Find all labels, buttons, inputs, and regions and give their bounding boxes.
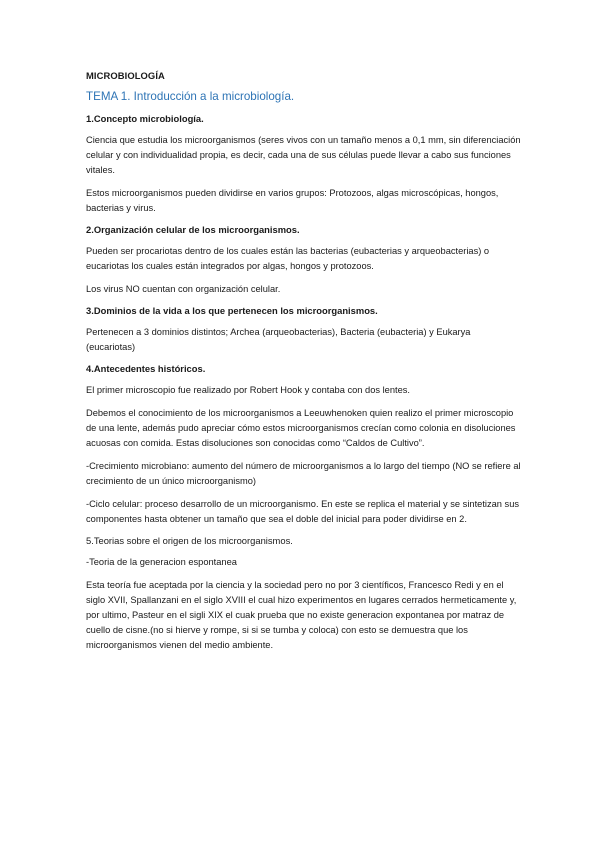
paragraph-concept: Ciencia que estudia los microorganismos (seres vivos con un tamaño menos a 0,1 mm, sin diferenciación celular y con individualidad propia, es decir, cada una de sus células puede llevar a cabo sus funciones vitales. (86, 135, 521, 175)
paragraph-leeuwenhoek: Debemos el conocimiento de los microorganismos a Leeuwhenoken quien realizo el primer microscopio de una lente, además pudo apreciar cómo estos microorganismos crecían como colonia en disoluciones acuosas con comida. Estas disoluciones son conocidas como “Caldos de Cultivo”. (86, 408, 516, 448)
section-heading-5: 5.Teorias sobre el origen de los microorganismos. (86, 535, 293, 546)
paragraph-growth: -Crecimiento microbiano: aumento del número de microorganismos a lo largo del tiempo (NO se refiere al crecimiento de un único microorganismo) (86, 461, 521, 486)
document-title: MICROBIOLOGÍA (86, 70, 165, 81)
tema-heading: TEMA 1. Introducción a la microbiología. (86, 90, 295, 103)
section-heading-3: 3.Dominios de la vida a los que pertenecen los microorganismos. (86, 305, 378, 316)
paragraph-organization: Pueden ser procariotas dentro de los cuales están las bacterias (eubacterias y arqueobacterias) o eucariotas los cuales están integrados por algas, hongos y protozoos. (86, 246, 490, 271)
paragraph-groups: Estos microorganismos pueden dividirse en varios grupos: Protozoos, algas microscópicas, hongos, bacterias y virus. (86, 188, 499, 213)
paragraph-virus: Los virus NO cuentan con organización celular. (86, 284, 281, 294)
paragraph-first-microscope: El primer microscopio fue realizado por Robert Hook y contaba con dos lentes. (86, 385, 411, 395)
paragraph-domains: Pertenecen a 3 dominios distintos; Archea (arqueobacterias), Bacteria (eubacteria) y Eukarya (eucariotas) (86, 327, 471, 352)
paragraph-spontaneous-title: -Teoria de la generacion espontanea (86, 557, 237, 567)
section-heading-1: 1.Concepto microbiología. (86, 113, 204, 124)
section-heading-2: 2.Organización celular de los microorganismos. (86, 224, 300, 235)
section-heading-4: 4.Antecedentes históricos. (86, 363, 206, 374)
paragraph-spontaneous: Esta teoría fue aceptada por la ciencia y la sociedad pero no por 3 científicos, Francesco Redi y en el siglo XVII, Spallanzani en el siglo XVIII el cual hizo experimentos en lugares cerrados hermeticamente y, por ultimo, Pasteur en el sigli XIX el cuak prueba que no existe generacion expontanea por matraz de cuello de cisne.(no si hierve y rompe, si si se tumba y coloca) con esto se demuestra que los microorganismos vienen del medio ambiente. (86, 580, 517, 650)
paragraph-cell-cycle: -Ciclo celular: proceso desarrollo de un microorganismo. En este se replica el material y se sintetizan sus componentes hasta obtener un tamaño que sea el doble del inicial para poder dividirse en 2. (86, 499, 520, 524)
